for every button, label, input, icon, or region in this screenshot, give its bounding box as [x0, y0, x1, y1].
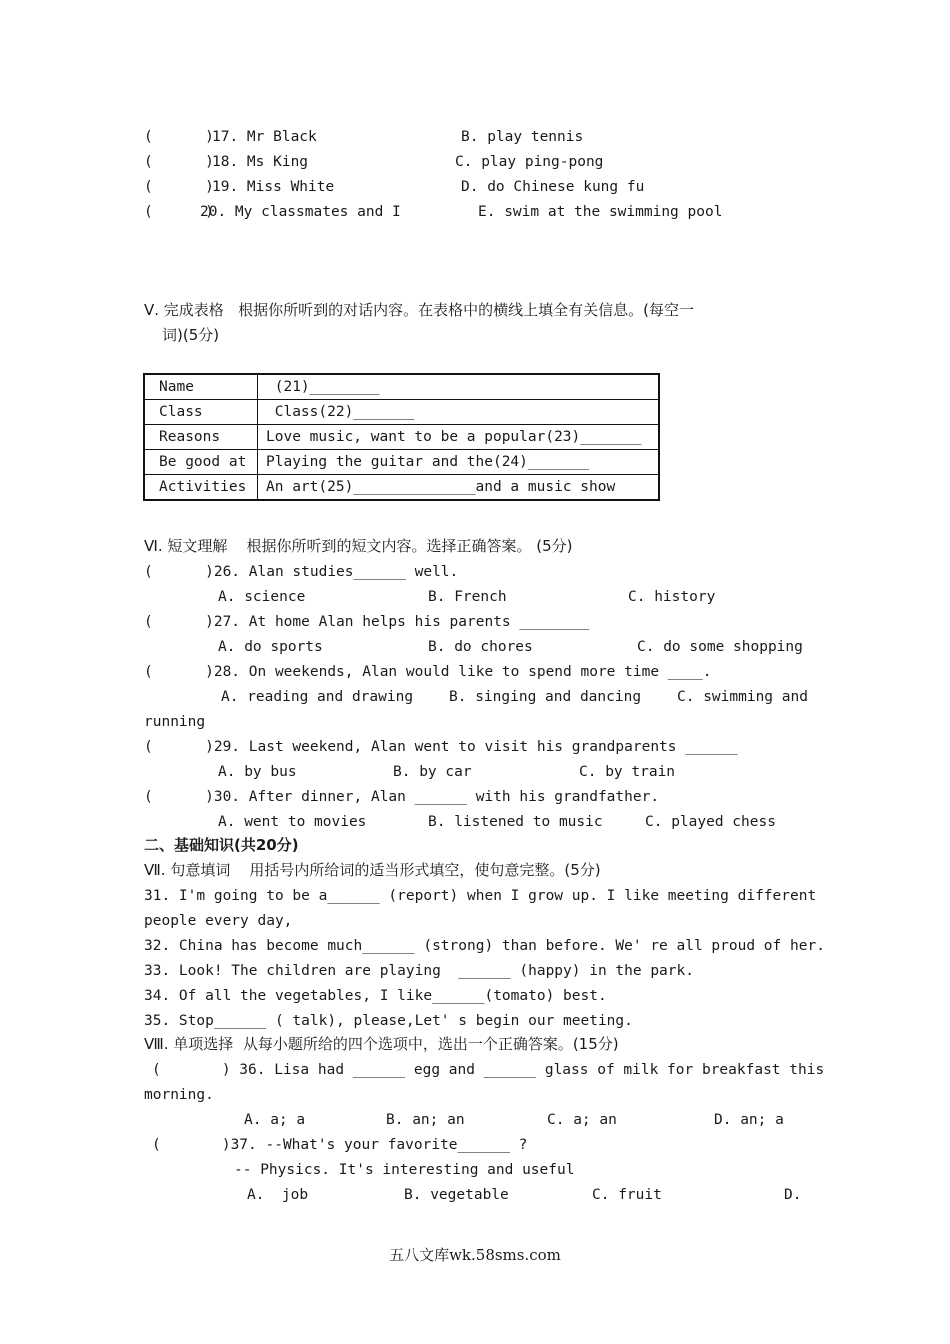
option-a: A. reading and drawing	[221, 689, 414, 705]
question-35: 35. Stop______ ( talk), please,Let' s begin our meeting.	[144, 1013, 633, 1029]
question-37-reply: -- Physics. It's interesting and useful	[234, 1162, 575, 1178]
answer-paren: ( )	[144, 179, 214, 195]
option-b: B. an; an	[386, 1112, 465, 1128]
option-c: C. a; an	[547, 1112, 617, 1128]
question-36: ( ) 36. Lisa had ______ egg and ______ glass of milk for breakfast this	[152, 1062, 825, 1078]
option-b: B. listened to music	[428, 814, 603, 830]
match-question: 19. Miss White	[212, 179, 335, 195]
section-7-heading: Ⅶ. 句意填词 用括号内所给词的适当形式填空，使句意完整。(5分)	[144, 861, 601, 879]
match-option: D. do Chinese kung fu	[461, 179, 645, 195]
part-2-heading: 二、基础知识(共20分)	[144, 836, 299, 854]
option-a: A. science	[218, 589, 306, 605]
option-c: C. by train	[579, 764, 676, 780]
table-label: Reasons	[144, 425, 258, 450]
section-6-heading: Ⅵ. 短文理解 根据你所听到的短文内容。选择正确答案。 (5分)	[144, 537, 573, 555]
option-c: C. played chess	[645, 814, 776, 830]
option-b: B. singing and dancing	[449, 689, 642, 705]
answer-paren: ( )	[144, 204, 214, 220]
table-row	[144, 425, 659, 450]
option-c: C. do some shopping	[637, 639, 803, 655]
table-label: Class	[144, 400, 258, 425]
match-option: E. swim at the swimming pool	[478, 204, 723, 220]
question-29: ( )29. Last weekend, Alan went to visit his grandparents ______	[144, 739, 738, 755]
table-label: Be good at	[144, 450, 258, 475]
table-value: An art(25)______________and a music show	[258, 475, 660, 501]
table-value: (21)________	[258, 374, 660, 400]
table-value: Love music, want to be a popular(23)_______	[258, 425, 660, 450]
question-34: 34. Of all the vegetables, I like______(tomato) best.	[144, 988, 607, 1004]
option-a: A. by bus	[218, 764, 297, 780]
table-row	[144, 450, 659, 475]
option-b: B. vegetable	[404, 1187, 509, 1203]
answer-paren: ( )	[144, 129, 214, 145]
table-row	[144, 374, 659, 400]
question-36-continued: morning.	[144, 1087, 214, 1103]
option-d: D.	[784, 1187, 802, 1203]
option-c: C. history	[628, 589, 716, 605]
option-a: A. job	[247, 1187, 309, 1203]
question-37: ( )37. --What's your favorite______ ?	[152, 1137, 528, 1153]
section-5-heading: Ⅴ. 完成表格 根据你所听到的对话内容。在表格中的横线上填全有关信息。(每空一	[144, 301, 694, 319]
question-31: 31. I'm going to be a______ (report) when I grow up. I like meeting different	[144, 888, 817, 904]
option-a: A. went to movies	[218, 814, 367, 830]
option-c: C. swimming and	[677, 689, 808, 705]
match-question: 20. My classmates and I	[200, 204, 401, 220]
option-b: B. do chores	[428, 639, 533, 655]
table-label: Name	[144, 374, 258, 400]
option-d: D. an; a	[714, 1112, 784, 1128]
option-b: B. French	[428, 589, 507, 605]
option-a: A. a; a	[244, 1112, 306, 1128]
info-table	[143, 373, 660, 501]
answer-paren: ( )	[144, 154, 214, 170]
option-c: C. fruit	[592, 1187, 662, 1203]
section-5-heading-cont: 词)(5分)	[162, 326, 220, 344]
table-label: Activities	[144, 475, 258, 501]
option-b: B. by car	[393, 764, 472, 780]
question-30: ( )30. After dinner, Alan ______ with his grandfather.	[144, 789, 660, 805]
question-26: ( )26. Alan studies______ well.	[144, 564, 459, 580]
question-33: 33. Look! The children are playing ______ (happy) in the park.	[144, 963, 694, 979]
section-8-heading: Ⅷ. 单项选择 从每小题所给的四个选项中，选出一个正确答案。(15分)	[144, 1035, 619, 1053]
footer-watermark: 五八文库wk.58sms.com	[389, 1246, 561, 1264]
table-row	[144, 400, 659, 425]
match-question: 18. Ms King	[212, 154, 309, 170]
question-27: ( )27. At home Alan helps his parents ________	[144, 614, 590, 630]
table-value: Class(22)_______	[258, 400, 660, 425]
match-question: 17. Mr Black	[212, 129, 317, 145]
question-31-continued: people every day,	[144, 913, 293, 929]
option-c-continued: running	[144, 714, 206, 730]
match-option: C. play ping-pong	[455, 154, 604, 170]
option-a: A. do sports	[218, 639, 323, 655]
table-row	[144, 475, 659, 501]
match-option: B. play tennis	[461, 129, 584, 145]
table-value: Playing the guitar and the(24)_______	[258, 450, 660, 475]
question-28: ( )28. On weekends, Alan would like to spend more time ____.	[144, 664, 712, 680]
question-32: 32. China has become much______ (strong) than before. We' re all proud of her.	[144, 938, 825, 954]
